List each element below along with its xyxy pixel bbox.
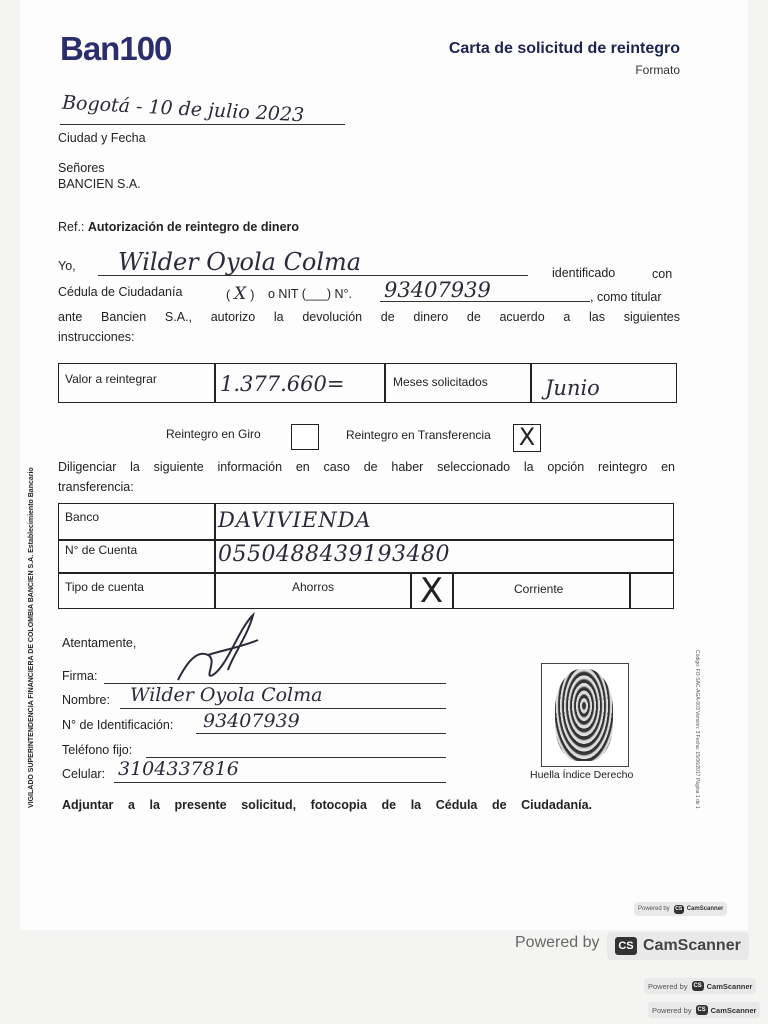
camscanner-brand: CamScanner	[706, 981, 753, 991]
camscanner-badge-large	[607, 932, 749, 960]
transfer-checkbox[interactable]	[513, 424, 541, 452]
nombre-label: Nombre:	[62, 693, 110, 707]
camscanner-logo-icon: CS	[615, 937, 637, 955]
declaration-line-4: instrucciones:	[58, 330, 135, 344]
document-title: Carta de solicitud de reintegro	[448, 40, 680, 57]
con-label: con	[652, 267, 673, 281]
banco-value: DAVIVIENDA	[218, 508, 372, 532]
cedula-mark: X	[234, 284, 247, 304]
name-line	[98, 275, 528, 276]
firma-label: Firma:	[62, 669, 98, 683]
camscanner-brand: CamScanner	[686, 906, 724, 912]
meses-value: Junio	[545, 376, 600, 400]
tipo-cuenta-label: Tipo de cuenta	[65, 580, 144, 594]
identificacion-value: 93407939	[203, 710, 300, 732]
camscanner-brand: CamScanner	[710, 1005, 757, 1015]
camscanner-badge-small	[634, 902, 727, 916]
corriente-label: Corriente	[514, 582, 564, 596]
meses-label: Meses solicitados	[393, 375, 488, 389]
city-date-label: Ciudad y Fecha	[58, 131, 146, 145]
valor-label: Valor a reintegrar	[65, 372, 157, 386]
powered-by-label: Powered by	[652, 1005, 692, 1015]
huella-label: Huella Índice Derecho	[530, 769, 634, 781]
ahorros-label: Ahorros	[292, 580, 335, 594]
nit-label: o NIT (___) N°.	[268, 287, 352, 301]
powered-by-large-label: Powered by	[515, 934, 600, 951]
cuenta-value: 0550488439193480	[218, 542, 450, 567]
nombre-line	[120, 708, 446, 709]
camscanner-logo-icon: CS	[693, 983, 702, 989]
identificacion-line	[196, 733, 446, 734]
cedula-checkbox: ( X )	[226, 284, 255, 304]
amount-table-divider-3	[530, 363, 532, 403]
addressee-line-1: Señores	[58, 161, 105, 175]
id-number-line	[380, 301, 590, 302]
handwritten-signature	[168, 610, 268, 690]
document-subtitle: Formato	[635, 63, 680, 77]
reference-line	[58, 220, 299, 234]
instructions-line-1: Diligenciar la siguiente información en caso de haber seleccionado la opción reintegro en	[58, 460, 675, 474]
valor-value: 1.377.660=	[220, 372, 345, 396]
bank-table-row-divider-2	[58, 572, 674, 574]
reference-text: Autorización de reintegro de dinero	[87, 220, 300, 234]
celular-line	[114, 782, 446, 783]
reference-prefix: Ref.:	[58, 220, 85, 234]
declarant-name: Wilder Oyola Colma	[118, 248, 362, 276]
bank-table-label-divider	[214, 503, 216, 609]
identificacion-label: N° de Identificación:	[62, 718, 174, 732]
fingerprint-box	[541, 663, 629, 767]
city-date-line	[60, 124, 345, 125]
footer-note: Adjuntar a la presente solicitud, fotocopia de la Cédula de Ciudadanía.	[62, 798, 592, 812]
vigilado-side-text: VIGILADO SUPERINTENDENCIA FINANCIERA DE COLOMBIA BANCIEN S.A. Establecimiento Bancario	[28, 467, 35, 808]
telefono-label: Teléfono fijo:	[62, 743, 133, 757]
yo-label: Yo,	[58, 259, 76, 273]
titular-label: , como titular	[590, 290, 662, 304]
closing-text: Atentamente,	[62, 636, 137, 650]
ahorros-divider-right	[452, 572, 454, 609]
camscanner-badge-footer-1	[644, 978, 756, 994]
amount-table-divider-1	[214, 363, 216, 403]
instructions-line-2: transferencia:	[58, 480, 134, 494]
id-number-value: 93407939	[384, 278, 491, 302]
camscanner-logo-icon: CS	[697, 1007, 706, 1013]
city-date-value: Bogotá - 10 de julio 2023	[61, 91, 305, 127]
form-code-side-text: Código: FO-SAC-AGA-003 Versión: 3 Fecha: 15/06/2017 Página 1 de 1	[694, 650, 700, 809]
giro-label: Reintegro en Giro	[166, 427, 261, 441]
amount-table-divider-2	[384, 363, 386, 403]
celular-value: 3104337816	[118, 758, 239, 780]
cuenta-label: N° de Cuenta	[65, 543, 138, 557]
transfer-label: Reintegro en Transferencia	[346, 428, 491, 442]
camscanner-badge-footer-2	[648, 1002, 760, 1018]
bank-logo: Ban100	[60, 30, 172, 67]
powered-by-label: Powered by	[648, 981, 688, 991]
nombre-value: Wilder Oyola Colma	[130, 684, 323, 706]
bank-table-row-divider-1	[58, 539, 674, 541]
identificado-label: identificado	[552, 266, 616, 280]
fingerprint-image	[555, 669, 613, 761]
ahorros-x-mark: X	[419, 571, 444, 611]
cedula-label: Cédula de Ciudadanía	[58, 285, 183, 299]
celular-label: Celular:	[62, 767, 106, 781]
powered-by-label: Powered by	[638, 906, 670, 912]
corriente-divider	[629, 572, 631, 609]
declaration-line-3: ante Bancien S.A., autorizo la devolución de dinero de acuerdo a las siguientes	[58, 310, 680, 324]
banco-label: Banco	[65, 510, 100, 524]
transfer-x-mark: X	[518, 423, 536, 451]
camscanner-logo-icon: CS	[675, 905, 683, 912]
camscanner-brand: CamScanner	[643, 937, 741, 954]
giro-checkbox[interactable]	[291, 424, 319, 450]
addressee-line-2: BANCIEN S.A.	[58, 177, 141, 191]
